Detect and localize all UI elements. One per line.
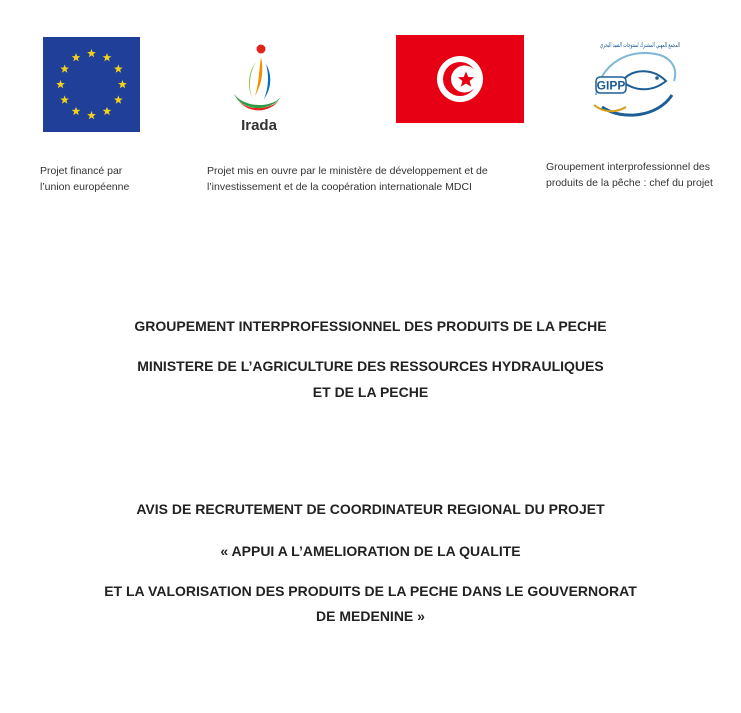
project-title-line1: « APPUI A L’AMELIORATION DE LA QUALITE	[220, 543, 521, 559]
caption-gipp	[546, 159, 736, 191]
ministry-heading-line2: ET DE LA PECHE	[312, 384, 429, 400]
caption-gipp-line2: produits de la pêche : chef du projet	[546, 177, 713, 189]
gipp-logo-icon	[582, 33, 682, 123]
ministry-heading-line1: MINISTERE DE L’AGRICULTURE DES RESSOURCES HYDRAULIQUES	[137, 358, 604, 374]
project-title-line3: DE MEDENINE »	[316, 608, 425, 624]
project-title-line2: ET LA VALORISATION DES PRODUITS DE LA PECHE DANS LE GOUVERNORAT	[104, 583, 637, 599]
caption-irada-line2: l’investissement et de la coopération internationale MDCI	[207, 181, 472, 193]
org-heading: GROUPEMENT INTERPROFESSIONNEL DES PRODUITS DE LA PECHE	[134, 318, 607, 334]
irada-label: Irada	[241, 117, 277, 134]
avis-heading: AVIS DE RECRUTEMENT DE COORDINATEUR REGIONAL DU PROJET	[136, 501, 605, 517]
caption-gipp-line1: Groupement interprofessionnel des	[546, 161, 711, 173]
caption-irada	[207, 163, 527, 195]
gipp-label: GIPP	[596, 78, 626, 93]
caption-irada-line1: Projet mis en ouvre par le ministère de développement et de	[207, 165, 488, 177]
tunisia-flag-icon	[396, 35, 524, 123]
caption-eu	[40, 163, 170, 195]
irada-logo-icon	[228, 42, 290, 134]
caption-eu-line1: Projet financé par	[40, 165, 123, 177]
eu-flag-icon	[43, 37, 140, 132]
caption-eu-line2: l’union européenne	[40, 181, 130, 193]
gipp-arabic: المجمع المهني المشترك لمنتوجات الصيد البحري	[600, 41, 681, 49]
